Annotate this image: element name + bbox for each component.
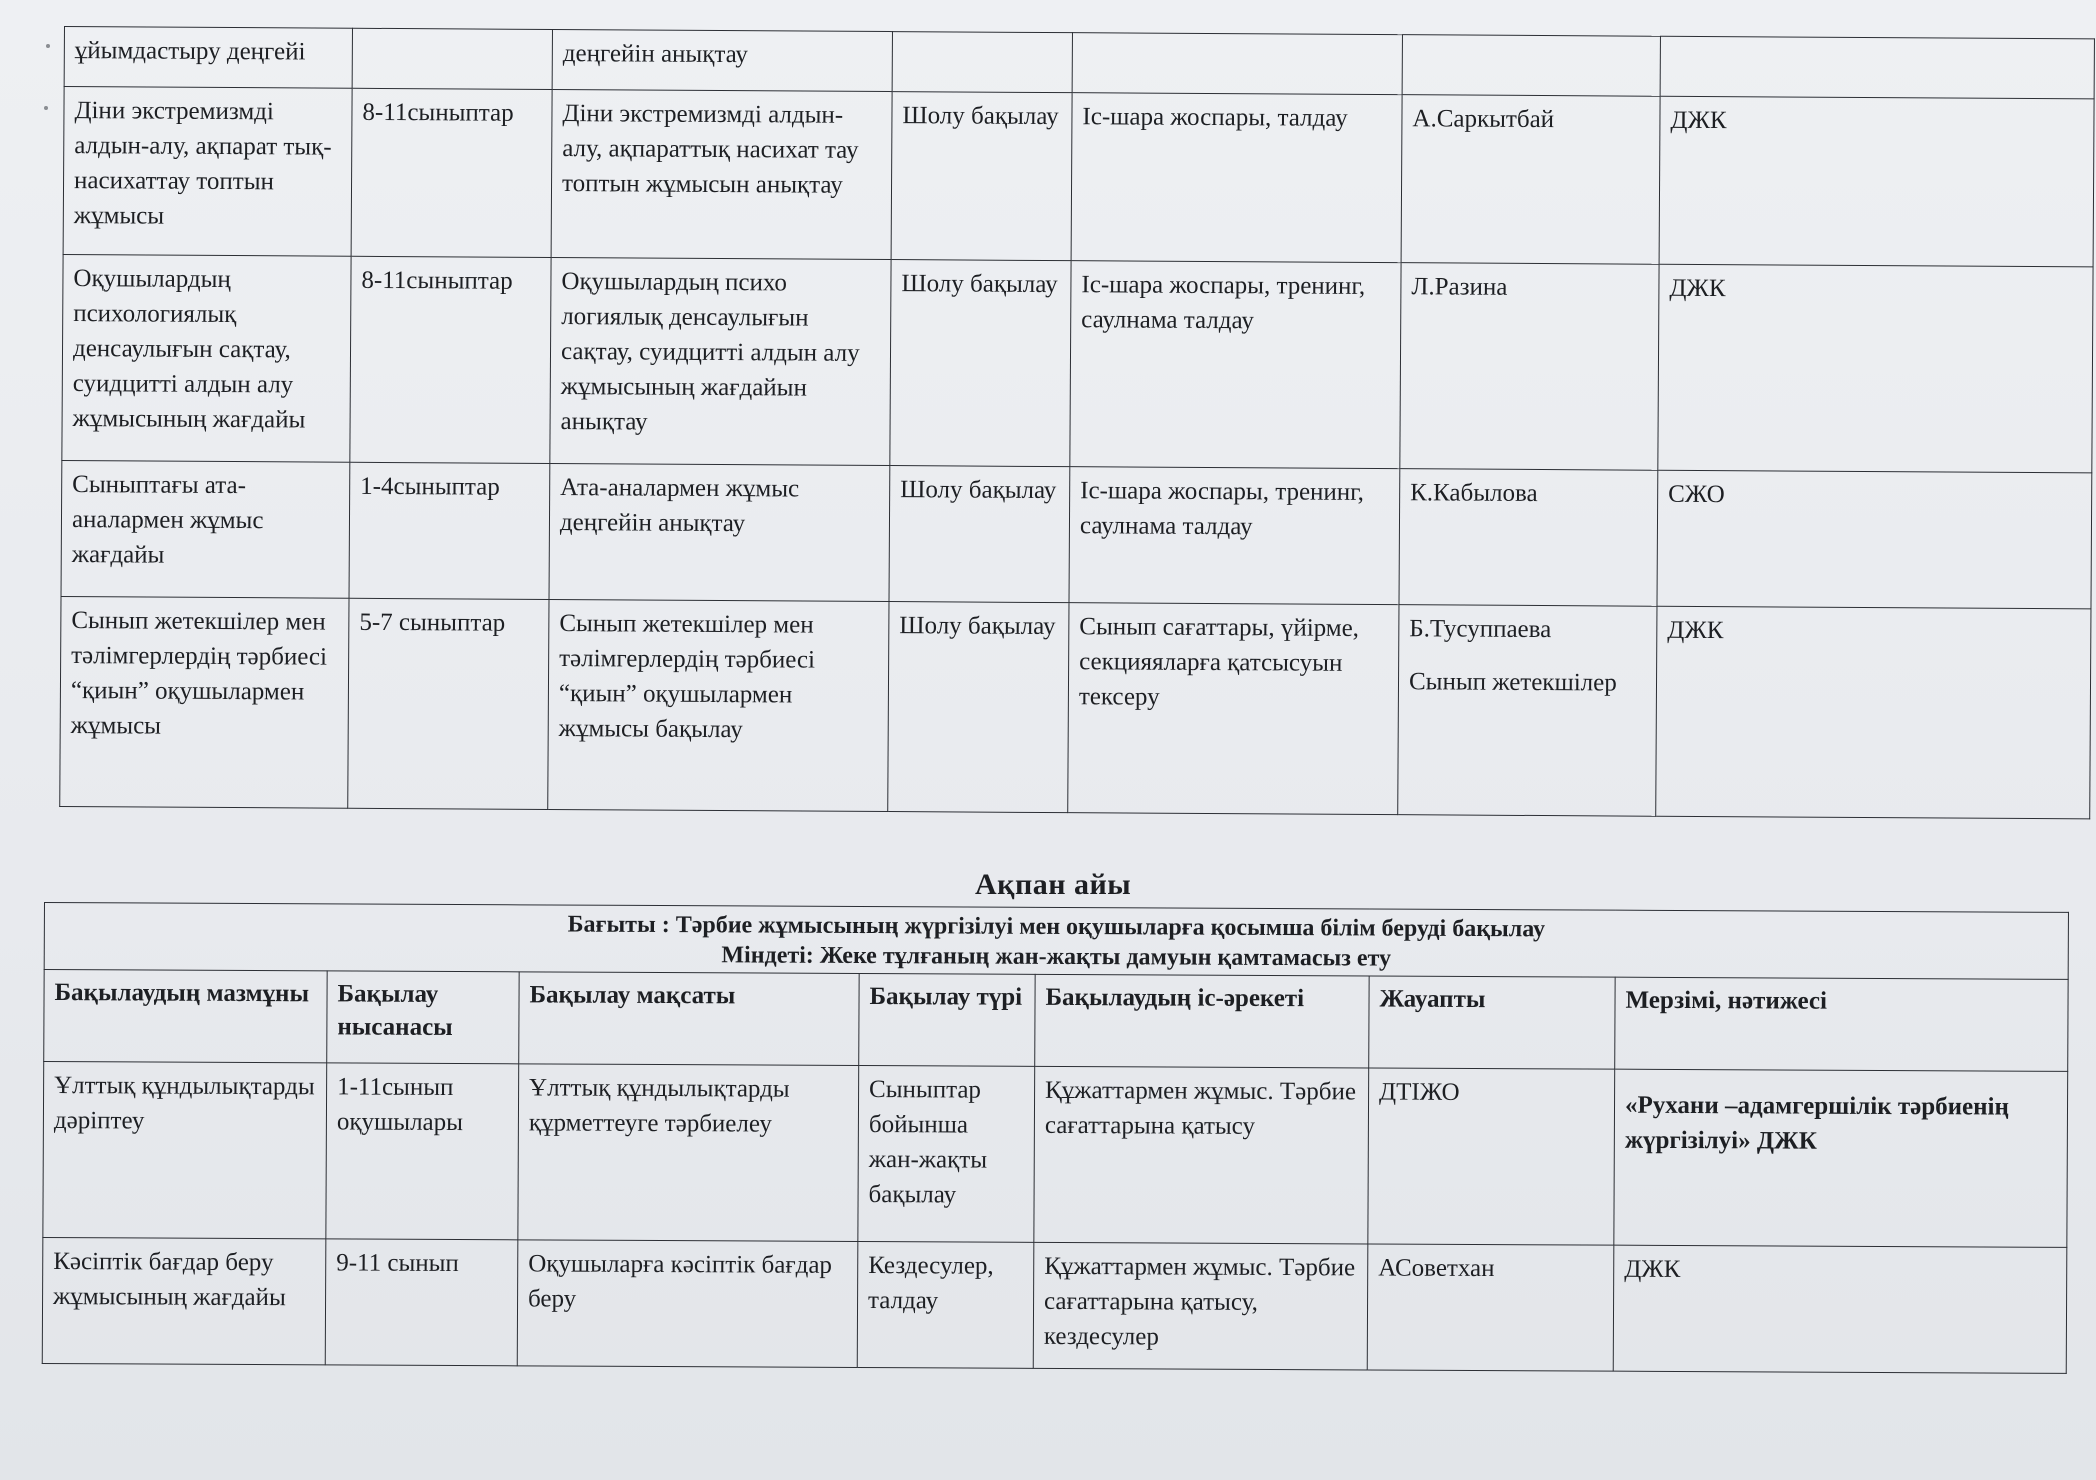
cell-responsible: АСоветхан	[1367, 1244, 1614, 1371]
table-row	[43, 1062, 2068, 1248]
cell-target: 8-11сыныптар	[350, 256, 551, 463]
cell-type: Шолу бақылау	[890, 260, 1071, 467]
header-action: Бақылаудың іс-әрекеті	[1035, 974, 1369, 1068]
cell-type: Шолу бақылау	[888, 602, 1069, 813]
header-result: Мерзімі, нәтижесі	[1615, 977, 2068, 1071]
cell-result: «Рухани –адамгершілік тәрбиенің жүргізілуі» ДЖК	[1614, 1069, 2068, 1247]
january-control-table	[59, 26, 2095, 819]
month-title: Ақпан айы	[975, 868, 1132, 901]
cell-action: Іс-шара жоспары, тренинг, саулнама талдау	[1069, 467, 1400, 605]
cell-target: 5-7 сыныптар	[348, 598, 549, 809]
cell-target: 1-4сыныптар	[349, 462, 550, 599]
cell-content: Діни экстремизмді алдын-алу, ақпарат тық-насихаттау топтын жұмысы	[63, 87, 352, 257]
cell-type: Сыныптар бойынша жан-жақты бақылау	[858, 1065, 1035, 1242]
cell-type: Кездесулер, талдау	[857, 1241, 1034, 1368]
cell-action	[1072, 33, 1402, 95]
cell-action: Сынып сағаттары, үйірме, секцияяларға қатсысуын тексеру	[1068, 603, 1399, 815]
cell-purpose: Оқушылардың психо логиялық денсаулығын сақтау, суидцитті алдын алу жұмысының жағдайын анықтау	[550, 257, 891, 465]
cell-target: 8-11сыныптар	[351, 88, 552, 257]
header-responsible: Жауапты	[1369, 976, 1615, 1069]
header-type: Бақылау түрі	[859, 973, 1035, 1066]
cell-purpose: Діни экстремизмді алдын-алу, ақпараттық насихат тау топтын жұмысын анықтау	[551, 89, 892, 259]
cell-content: Сыныптағы ата-аналармен жұмыс жағдайы	[61, 460, 350, 598]
cell-action: Құжаттармен жұмыс. Тәрбие сағаттарына қатысу, кездесулер	[1033, 1242, 1368, 1370]
cell-content: Оқушылардың психологиялық денсаулығын сақтау, суидцитті алдын алу жұмысының жағдайы	[62, 254, 351, 462]
cell-responsible	[1398, 605, 1657, 817]
direction-text: Бағыты : Тәрбие жұмысының жүргізілуі мен оқушыларға қосымша білім беруді бақылау	[567, 911, 1546, 943]
cell-action: Құжаттармен жұмыс. Тәрбие сағаттарына қатысу	[1034, 1066, 1369, 1244]
cell-type: Шолу бақылау	[891, 92, 1072, 261]
cell-result: ДЖК	[1656, 606, 2091, 819]
column-header-row	[44, 970, 2068, 1072]
table-row	[62, 254, 2093, 472]
february-control-table	[42, 902, 2069, 1374]
table-row	[63, 87, 2094, 267]
task-text: Міндеті: Жеке тұлғаның жан-жақты дамуын қамтамасыз ету	[721, 942, 1392, 972]
cell-result: ДЖК	[1659, 96, 2094, 267]
cell-target: 9-11 сынып	[325, 1239, 518, 1366]
cell-type: Шолу бақылау	[889, 466, 1070, 603]
cell-result: СЖО	[1657, 470, 2092, 609]
table-row	[61, 460, 2092, 608]
cell-type	[892, 32, 1072, 93]
cell-purpose: Сынып жетекшілер мен тәлімгерлердің тәрбиесі “қиын” оқушылармен жұмысы бақылау	[548, 599, 889, 811]
margin-dot	[44, 106, 48, 110]
cell-action: Іс-шара жоспары, тренинг, саулнама талдау	[1070, 261, 1401, 469]
header-target: Бақылау нысанасы	[327, 971, 519, 1064]
cell-purpose: Ұлттық құндылықтарды құрметтеуге тәрбиелеу	[518, 1064, 859, 1242]
cell-responsible: Л.Разина	[1400, 263, 1659, 471]
cell-result: ДЖК	[1658, 264, 2093, 473]
direction-row	[44, 903, 2068, 980]
cell-purpose: Оқушыларға кәсіптік бағдар беру	[517, 1240, 858, 1368]
header-content: Бақылаудың мазмұны	[44, 970, 327, 1063]
cell-content: ұйымдастыру деңгейі	[64, 27, 352, 89]
cell-purpose: деңгейін анықтау	[552, 29, 892, 91]
cell-content: Ұлттық құндылықтарды дәріптеу	[43, 1062, 327, 1239]
table-row	[42, 1237, 2067, 1373]
cell-result	[1660, 36, 2094, 99]
spacer	[1409, 646, 1646, 665]
cell-responsible: А.Саркытбай	[1401, 95, 1660, 265]
cell-target	[352, 28, 552, 89]
cell-responsible	[1402, 35, 1660, 97]
cell-responsible: ДТІЖО	[1368, 1068, 1615, 1245]
direction-cell	[44, 903, 2068, 980]
cell-action: Іс-шара жоспары, талдау	[1071, 93, 1402, 263]
cell-result: ДЖК	[1613, 1245, 2067, 1373]
cell-purpose: Ата-аналармен жұмыс деңгейін анықтау	[549, 463, 890, 601]
table-row	[60, 596, 2091, 818]
responsible-name: Б.Тусуппаева	[1409, 615, 1552, 644]
margin-dot	[46, 44, 50, 48]
cell-responsible: К.Кабылова	[1399, 469, 1658, 607]
responsible-extra: Сынып жетекшілер	[1408, 668, 1617, 697]
cell-target: 1-11сынып оқушылары	[326, 1063, 519, 1240]
cell-content: Сынып жетекшілер мен тәлімгерлердің тәрбиесі “қиын” оқушылармен жұмысы	[60, 596, 349, 808]
header-purpose: Бақылау мақсаты	[519, 972, 859, 1066]
cell-content: Кәсіптік бағдар беру жұмысының жағдайы	[42, 1237, 326, 1364]
